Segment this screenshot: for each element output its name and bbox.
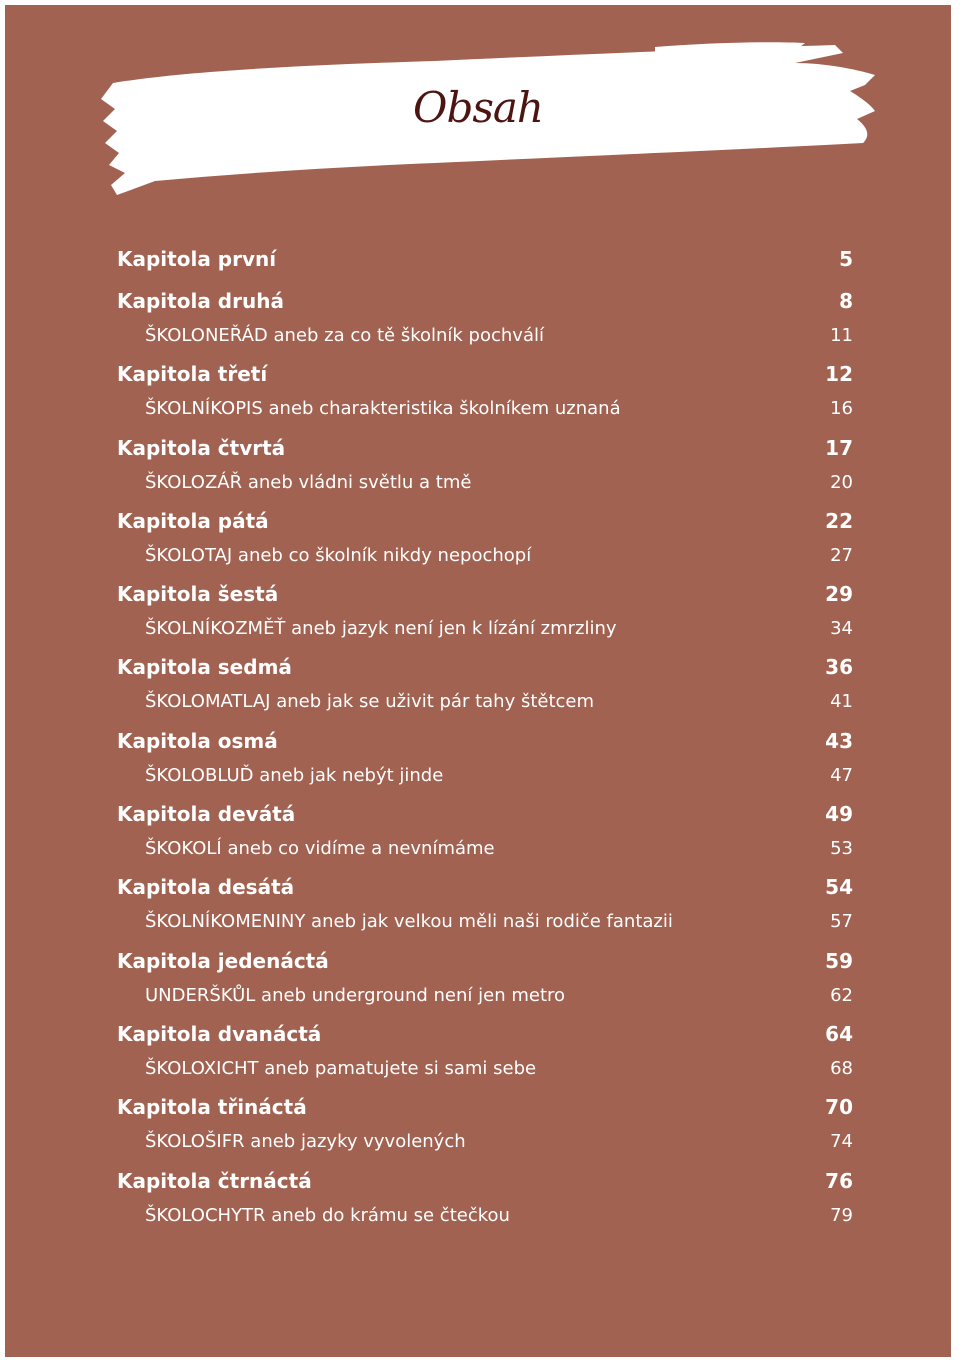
chapter-heading[interactable] <box>117 502 853 540</box>
chapter-subtitle[interactable] <box>117 906 853 938</box>
chapter-10 <box>117 868 853 941</box>
chapter-8 <box>117 722 853 795</box>
subtitle-label: ŠKOLOXICHT aneb pamatujete si sami sebe <box>145 1057 537 1079</box>
chapter-label: Kapitola třináctá <box>117 1095 307 1120</box>
chapter-7 <box>117 648 853 721</box>
chapter-heading[interactable] <box>117 282 853 320</box>
subtitle-label: ŠKOLNÍKOMENINY aneb jak velkou měli naši rodiče fantazii <box>145 911 673 933</box>
subtitle-page: 74 <box>830 1131 853 1153</box>
subtitle-label: ŠKOLOTAJ aneb co školník nikdy nepochopí <box>145 544 532 566</box>
chapter-label: Kapitola pátá <box>117 508 269 533</box>
subtitle-page: 41 <box>830 691 853 713</box>
chapter-page: 12 <box>825 362 853 387</box>
chapter-heading[interactable] <box>117 648 853 686</box>
chapter-heading[interactable] <box>117 575 853 613</box>
table-of-contents <box>117 240 853 1235</box>
chapter-page: 43 <box>825 728 853 753</box>
chapter-label: Kapitola šestá <box>117 582 279 607</box>
chapter-12 <box>117 1015 853 1088</box>
chapter-page: 64 <box>825 1021 853 1046</box>
chapter-subtitle[interactable] <box>117 1200 853 1232</box>
chapter-page: 29 <box>825 582 853 607</box>
chapter-subtitle[interactable] <box>117 833 853 865</box>
chapter-heading[interactable] <box>117 429 853 467</box>
chapter-heading[interactable] <box>117 1015 853 1053</box>
subtitle-label: ŠKOLOMATLAJ aneb jak se uživit pár tahy štětcem <box>145 691 595 713</box>
chapter-label: Kapitola osmá <box>117 728 278 753</box>
chapter-heading[interactable] <box>117 868 853 906</box>
subtitle-label: ŠKOLOBLUĎ aneb jak nebýt jinde <box>145 764 444 786</box>
chapter-11 <box>117 942 853 1015</box>
toc-page <box>5 5 951 1357</box>
chapter-1 <box>117 240 853 282</box>
chapter-page: 49 <box>825 802 853 827</box>
chapter-subtitle[interactable] <box>117 613 853 645</box>
chapter-13 <box>117 1088 853 1161</box>
chapter-3 <box>117 355 853 428</box>
chapter-heading[interactable] <box>117 942 853 980</box>
subtitle-page: 16 <box>830 398 853 420</box>
chapter-6 <box>117 575 853 648</box>
subtitle-label: ŠKOLOŠIFR aneb jazyky vyvolených <box>145 1131 466 1153</box>
chapter-heading[interactable] <box>117 1162 853 1200</box>
subtitle-label: UNDERŠKŮL aneb underground není jen metro <box>145 984 566 1006</box>
chapter-heading[interactable] <box>117 722 853 760</box>
chapter-subtitle[interactable] <box>117 980 853 1012</box>
chapter-page: 17 <box>825 435 853 460</box>
chapter-subtitle[interactable] <box>117 320 853 352</box>
subtitle-page: 11 <box>830 325 853 346</box>
chapter-9 <box>117 795 853 868</box>
chapter-label: Kapitola druhá <box>117 289 284 313</box>
chapter-subtitle[interactable] <box>117 686 853 718</box>
subtitle-page: 27 <box>830 544 853 566</box>
chapter-subtitle[interactable] <box>117 760 853 792</box>
chapter-subtitle[interactable] <box>117 467 853 499</box>
subtitle-page: 47 <box>830 764 853 786</box>
subtitle-page: 68 <box>830 1057 853 1079</box>
chapter-heading[interactable] <box>117 795 853 833</box>
chapter-label: Kapitola čtrnáctá <box>117 1168 312 1193</box>
subtitle-page: 79 <box>830 1204 853 1226</box>
chapter-page: 59 <box>825 948 853 973</box>
chapter-page: 36 <box>825 655 853 680</box>
chapter-14 <box>117 1162 853 1235</box>
subtitle-page: 57 <box>830 911 853 933</box>
chapter-subtitle[interactable] <box>117 1126 853 1158</box>
chapter-heading[interactable] <box>117 1088 853 1126</box>
chapter-label: Kapitola desátá <box>117 875 295 900</box>
chapter-label: Kapitola čtvrtá <box>117 435 286 460</box>
chapter-page: 76 <box>825 1168 853 1193</box>
chapter-label: Kapitola jedenáctá <box>117 948 329 973</box>
chapter-label: Kapitola devátá <box>117 802 296 827</box>
chapter-4 <box>117 429 853 502</box>
chapter-label: Kapitola první <box>117 247 277 271</box>
chapter-heading[interactable] <box>117 240 853 278</box>
chapter-page: 70 <box>825 1095 853 1120</box>
subtitle-label: ŠKOLONEŘÁD aneb za co tě školník pochválí <box>145 325 544 346</box>
subtitle-page: 53 <box>830 838 853 860</box>
subtitle-label: ŠKOLOZÁŘ aneb vládni světlu a tmě <box>145 471 472 493</box>
chapter-2 <box>117 282 853 355</box>
subtitle-page: 20 <box>830 471 853 493</box>
subtitle-page: 62 <box>830 984 853 1006</box>
subtitle-label: ŠKOLOCHYTR aneb do krámu se čtečkou <box>145 1204 510 1226</box>
chapter-label: Kapitola třetí <box>117 362 268 387</box>
chapter-label: Kapitola sedmá <box>117 655 292 680</box>
subtitle-page: 34 <box>830 618 853 640</box>
page-title: Obsah <box>413 83 543 132</box>
chapter-subtitle[interactable] <box>117 540 853 572</box>
chapter-page: 5 <box>839 247 853 271</box>
chapter-label: Kapitola dvanáctá <box>117 1021 322 1046</box>
chapter-heading[interactable] <box>117 355 853 393</box>
chapter-page: 8 <box>839 289 853 313</box>
chapter-5 <box>117 502 853 575</box>
chapter-page: 54 <box>825 875 853 900</box>
chapter-page: 22 <box>825 508 853 533</box>
chapter-subtitle[interactable] <box>117 1053 853 1085</box>
subtitle-label: ŠKOKOLÍ aneb co vidíme a nevnímáme <box>145 838 495 860</box>
subtitle-label: ŠKOLNÍKOPIS aneb charakteristika školníkem uznaná <box>145 398 621 420</box>
chapter-subtitle[interactable] <box>117 393 853 425</box>
subtitle-label: ŠKOLNÍKOZMĚŤ aneb jazyk není jen k lízání zmrzliny <box>145 618 617 640</box>
